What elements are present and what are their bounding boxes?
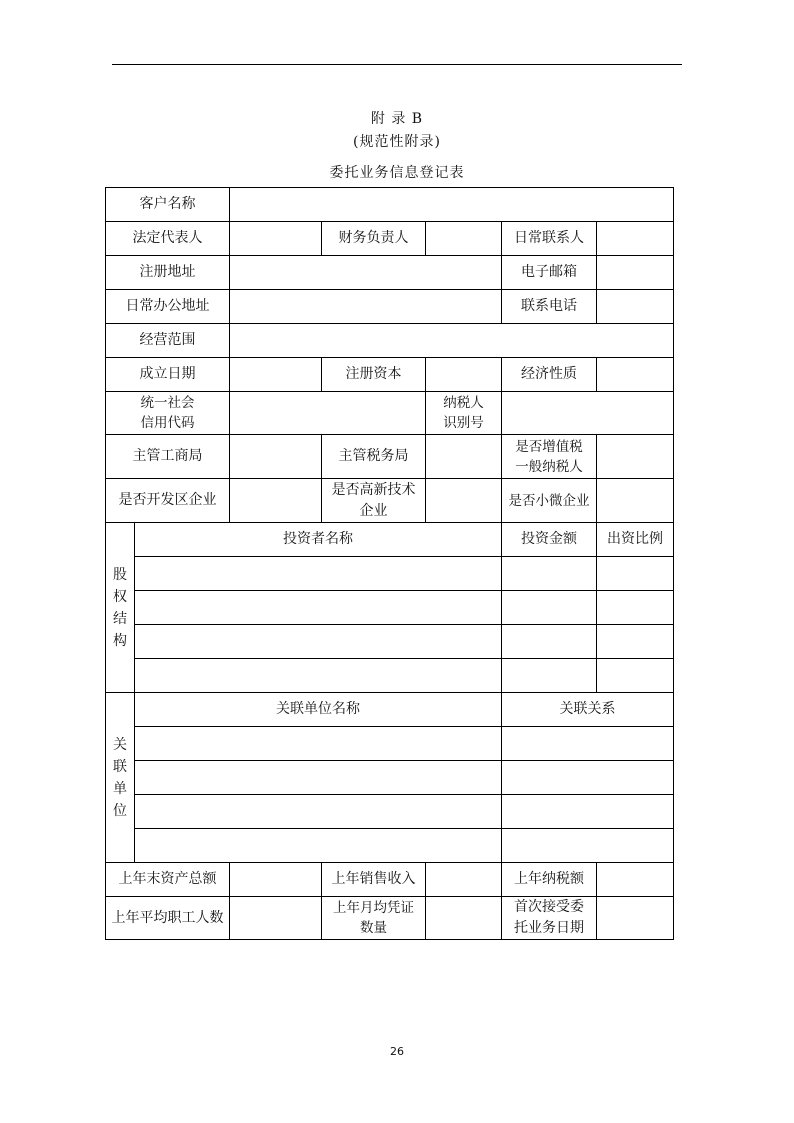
high-tech-field[interactable]	[426, 479, 502, 523]
last-year-sales-field[interactable]	[426, 863, 502, 897]
investor-name-cell[interactable]	[135, 659, 502, 693]
phone-label: 联系电话	[502, 290, 597, 324]
credit-code-label-line1: 统一社会	[140, 395, 195, 411]
monthly-vouchers-label-line2: 数量	[360, 920, 387, 936]
capital-ratio-cell[interactable]	[597, 625, 674, 659]
aic-bureau-label: 主管工商局	[106, 435, 230, 479]
taxpayer-id-label-line2: 识别号	[443, 415, 484, 431]
related-unit-name-header: 关联单位名称	[135, 693, 502, 727]
row-representatives	[106, 222, 674, 256]
reg-address-field[interactable]	[230, 256, 502, 290]
investor-name-cell[interactable]	[135, 557, 502, 591]
related-row	[106, 727, 674, 761]
vat-general-label-line2: 一般纳税人	[515, 458, 583, 475]
related-unit-name-cell[interactable]	[135, 829, 502, 863]
high-tech-label	[322, 479, 426, 523]
aic-bureau-field[interactable]	[230, 435, 322, 479]
taxpayer-id-field[interactable]	[502, 392, 674, 435]
investment-amount-cell[interactable]	[502, 625, 597, 659]
related-unit-name-cell[interactable]	[135, 727, 502, 761]
investor-name-cell[interactable]	[135, 625, 502, 659]
equity-char: 权	[113, 588, 127, 605]
registration-form-table	[105, 187, 674, 940]
investment-amount-header: 投资金额	[502, 523, 597, 557]
investor-name-cell[interactable]	[135, 591, 502, 625]
finance-head-label: 财务负责人	[322, 222, 426, 256]
row-establishment	[106, 358, 674, 392]
vat-general-label	[502, 435, 597, 479]
avg-employees-label: 上年平均职工人数	[106, 897, 230, 940]
established-date-label: 成立日期	[106, 358, 230, 392]
page-number: 26	[390, 1045, 404, 1058]
client-name-label: 客户名称	[106, 188, 230, 222]
vat-general-field[interactable]	[597, 435, 674, 479]
dev-zone-field[interactable]	[230, 479, 322, 523]
related-row	[106, 761, 674, 795]
equity-row	[106, 591, 674, 625]
capital-ratio-cell[interactable]	[597, 591, 674, 625]
row-reg-address	[106, 256, 674, 290]
investment-amount-cell[interactable]	[502, 557, 597, 591]
dev-zone-label: 是否开发区企业	[106, 479, 230, 523]
annex-heading: 附 录 B	[370, 111, 424, 127]
row-bureaus	[106, 435, 674, 479]
equity-row	[106, 659, 674, 693]
related-section-label	[106, 693, 135, 863]
capital-ratio-header: 出资比例	[597, 523, 674, 557]
relationship-cell[interactable]	[502, 761, 674, 795]
high-tech-label-line1: 是否高新技术	[331, 481, 416, 498]
header-rule	[112, 64, 682, 65]
related-char: 位	[113, 802, 127, 819]
row-credit-code	[106, 392, 674, 435]
equity-char: 股	[113, 566, 127, 583]
credit-code-label	[106, 392, 230, 435]
reg-address-label: 注册地址	[106, 256, 230, 290]
investment-amount-cell[interactable]	[502, 591, 597, 625]
annex-subheading: (规范性附录)	[353, 134, 441, 150]
phone-field[interactable]	[597, 290, 674, 324]
last-year-assets-field[interactable]	[230, 863, 322, 897]
monthly-vouchers-label-line1: 上年月均凭证	[333, 900, 414, 916]
relationship-cell[interactable]	[502, 829, 674, 863]
small-micro-label: 是否小微企业	[502, 479, 597, 523]
equity-header-row	[106, 523, 674, 557]
first-entrust-field[interactable]	[597, 897, 674, 940]
relationship-cell[interactable]	[502, 727, 674, 761]
taxpayer-id-label	[426, 392, 502, 435]
taxpayer-id-label-line1: 纳税人	[443, 395, 484, 411]
related-row	[106, 829, 674, 863]
registered-capital-field[interactable]	[426, 358, 502, 392]
daily-contact-label: 日常联系人	[502, 222, 597, 256]
last-year-tax-field[interactable]	[597, 863, 674, 897]
high-tech-label-line2: 企业	[359, 502, 388, 519]
related-unit-name-cell[interactable]	[135, 761, 502, 795]
row-business-scope	[106, 324, 674, 358]
equity-char: 构	[113, 632, 127, 649]
office-address-field[interactable]	[230, 290, 502, 324]
economic-nature-label: 经济性质	[502, 358, 597, 392]
capital-ratio-cell[interactable]	[597, 659, 674, 693]
credit-code-label-line2: 信用代码	[140, 415, 195, 431]
last-year-sales-label: 上年销售收入	[322, 863, 426, 897]
vat-general-label-line1: 是否增值税	[515, 438, 583, 455]
equity-section-label	[106, 523, 135, 693]
last-year-tax-label: 上年纳税额	[502, 863, 597, 897]
row-client-name	[106, 188, 674, 222]
related-unit-name-cell[interactable]	[135, 795, 502, 829]
equity-row	[106, 557, 674, 591]
client-name-field[interactable]	[230, 188, 674, 222]
related-char: 关	[113, 736, 127, 753]
related-header-row	[106, 693, 674, 727]
row-staff-vouchers	[106, 897, 674, 940]
monthly-vouchers-field[interactable]	[426, 897, 502, 940]
office-address-label: 日常办公地址	[106, 290, 230, 324]
related-char: 单	[113, 780, 127, 797]
finance-head-field[interactable]	[426, 222, 502, 256]
daily-contact-field[interactable]	[597, 222, 674, 256]
related-char: 联	[113, 758, 127, 775]
first-entrust-label-line2: 托业务日期	[514, 920, 584, 936]
form-title: 委托业务信息登记表	[329, 165, 465, 181]
legal-rep-label: 法定代表人	[106, 222, 230, 256]
monthly-vouchers-label	[322, 897, 426, 940]
equity-char: 结	[113, 610, 127, 627]
tax-bureau-field[interactable]	[426, 435, 502, 479]
investment-amount-cell[interactable]	[502, 659, 597, 693]
business-scope-label: 经营范围	[106, 324, 230, 358]
first-entrust-label	[502, 897, 597, 940]
first-entrust-label-line1: 首次接受委	[514, 899, 584, 915]
last-year-assets-label: 上年末资产总额	[106, 863, 230, 897]
established-date-field[interactable]	[230, 358, 322, 392]
capital-ratio-cell[interactable]	[597, 557, 674, 591]
row-office-address	[106, 290, 674, 324]
avg-employees-field[interactable]	[230, 897, 322, 940]
registered-capital-label: 注册资本	[322, 358, 426, 392]
related-row	[106, 795, 674, 829]
business-scope-field[interactable]	[230, 324, 674, 358]
investor-name-header: 投资者名称	[135, 523, 502, 557]
legal-rep-field[interactable]	[230, 222, 322, 256]
relationship-header: 关联关系	[502, 693, 674, 727]
email-label: 电子邮箱	[502, 256, 597, 290]
row-last-year-figures	[106, 863, 674, 897]
small-micro-field[interactable]	[597, 479, 674, 523]
relationship-cell[interactable]	[502, 795, 674, 829]
row-enterprise-flags	[106, 479, 674, 523]
email-field[interactable]	[597, 256, 674, 290]
economic-nature-field[interactable]	[597, 358, 674, 392]
equity-row	[106, 625, 674, 659]
credit-code-field[interactable]	[230, 392, 426, 435]
tax-bureau-label: 主管税务局	[322, 435, 426, 479]
